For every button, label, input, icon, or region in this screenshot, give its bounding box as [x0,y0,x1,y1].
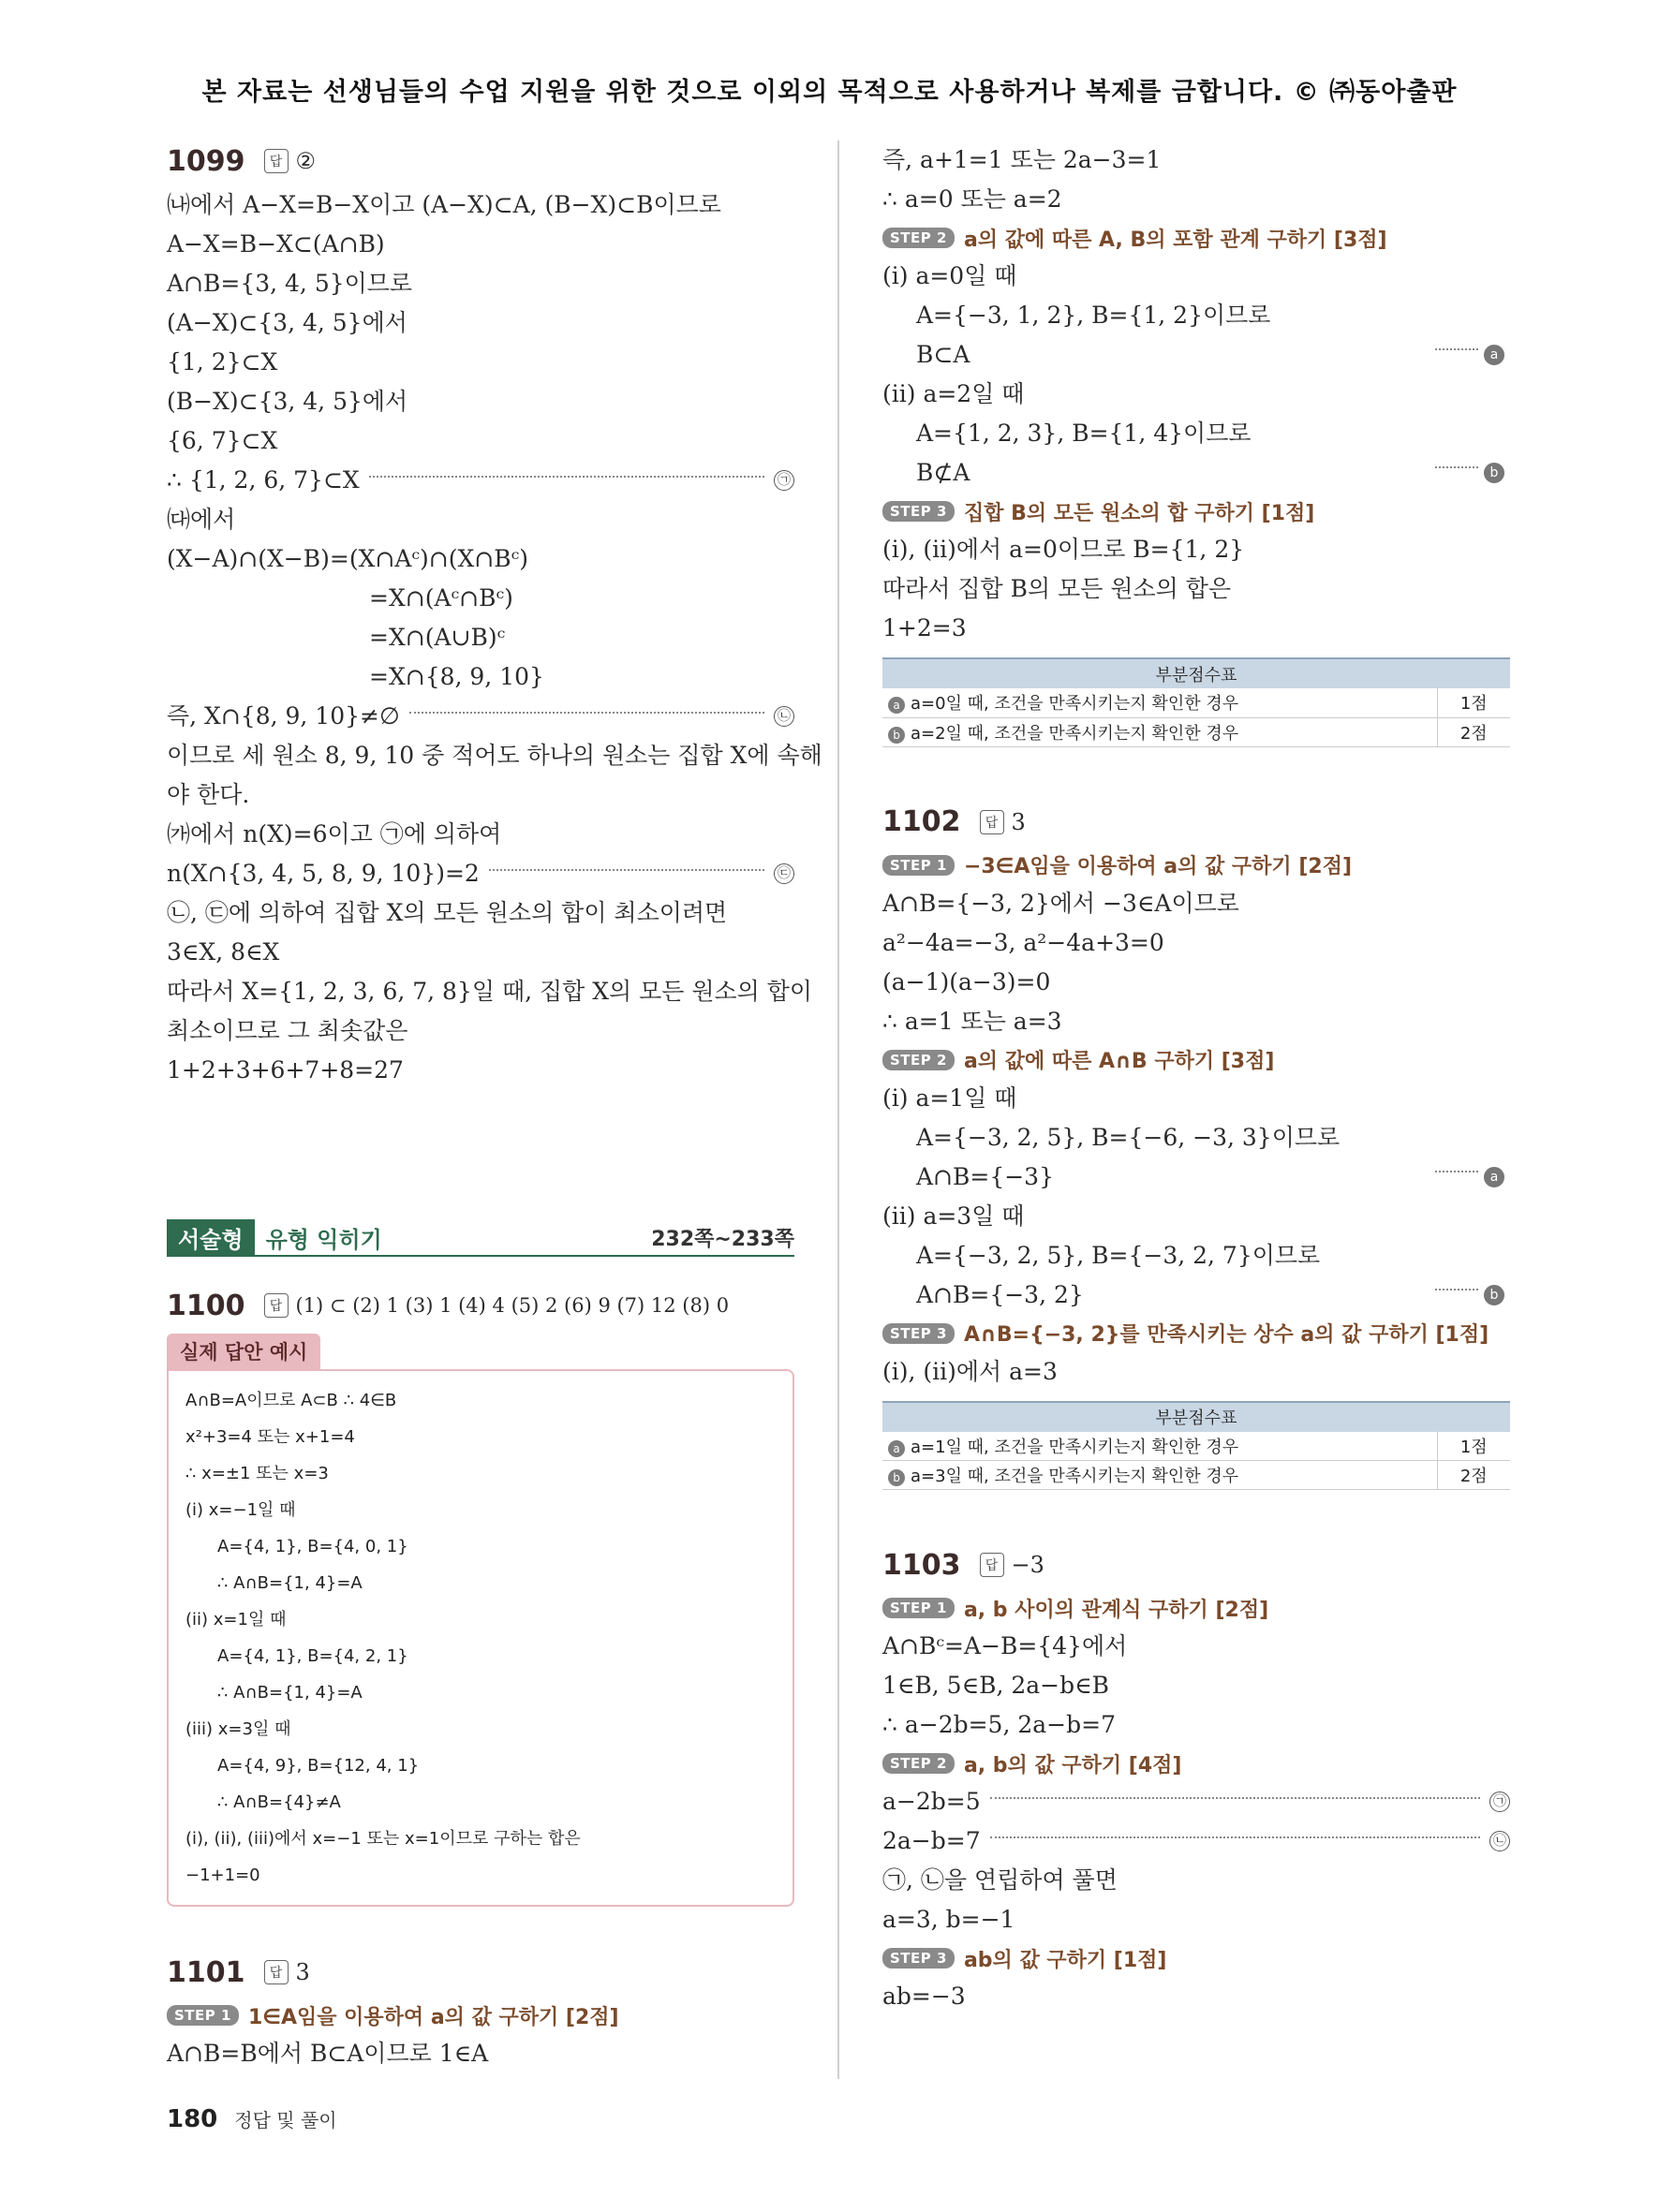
solution-line: (i), (ii)에서 a=3 [882,1357,1058,1385]
solution-line-marked [882,453,1510,493]
solution-line: 야 한다. [167,781,250,808]
criterion-text: a=2일 때, 조건을 만족시키는지 확인한 경우 [911,723,1239,744]
solution-line: {6, 7}⊂X [167,427,278,454]
solution-line: 따라서 X={1, 2, 3, 6, 7, 8}일 때, 집합 X의 모든 원소의 합이 [167,978,813,1005]
solution-line: 최소이므로 그 최솟값은 [167,1017,408,1044]
problem-1101-start [167,1952,794,2073]
step-heading [882,1041,1510,1079]
table-row [882,1461,1510,1490]
step-title: a의 값에 따른 A∩B 구하기 [3점] [963,1050,1275,1073]
step-badge: STEP 3 [882,1323,955,1344]
points-cell: 2점 [1437,717,1510,746]
solution-line: =X∩{8, 9, 10} [369,663,544,690]
column-divider [837,140,839,2079]
dotted-leader [1435,466,1478,468]
step-badge: STEP 2 [882,1050,955,1070]
handwritten-example-box [167,1369,794,1907]
answer-icon: 답 [980,810,1004,834]
answer-value: ② [295,148,317,174]
solution-line: A∩Bᶜ=A−B={4}에서 [882,1632,1128,1659]
solution-text: B⊄A [916,459,970,486]
table-row [882,688,1510,717]
copyright-notice: 본 자료는 선생님들의 수업 지원을 위한 것으로 이외의 목적으로 사용하거나 복제를 금합니다. © ㈜동아출판 [201,78,1458,107]
handwritten-line: A={4, 1}, B={4, 0, 1} [217,1537,408,1556]
table-cell [882,688,1437,717]
solution-line: ab=−3 [882,1983,966,2010]
score-marker-a-icon: a [888,1440,905,1457]
solution-line: ㈏에서 A−X=B−X이고 (A−X)⊂A, (B−X)⊂B이므로 [167,191,721,218]
step-badge: STEP 3 [882,501,955,522]
step-title: 1∈A임을 이용하여 a의 값 구하기 [2점] [247,2005,619,2029]
solution-text: n(X∩{3, 4, 5, 8, 9, 10})=2 [167,860,480,887]
table-header: 부분점수표 [882,658,1510,688]
problem-number: 1101 [167,1955,245,1989]
solution-line: {1, 2}⊂X [167,348,278,376]
example-label: 실제 답안 예시 [167,1334,320,1369]
step-badge: STEP 2 [882,1753,955,1774]
solution-line: ∴ a−2b=5, 2a−b=7 [882,1711,1116,1738]
solution-line: ㈎에서 n(X)=6이고 ㉠에 의하여 [167,820,502,848]
solution-line-marked [167,854,794,893]
criterion-text: a=1일 때, 조건을 만족시키는지 확인한 경우 [911,1437,1239,1457]
answer-icon: 답 [264,1960,289,1984]
problem-1099-header [167,140,794,182]
step-heading [882,1589,1510,1627]
solution-line: 1∈B, 5∈B, 2a−b∈B [882,1672,1109,1699]
handwritten-line: ∴ x=±1 또는 x=3 [185,1464,329,1483]
points-cell: 2점 [1437,1461,1510,1490]
score-marker [1435,1167,1504,1187]
solution-line-marked [882,335,1510,375]
points-cell: 1점 [1437,1432,1510,1461]
solution-line: ㉠, ㉡을 연립하여 풀면 [882,1866,1118,1894]
dotted-leader [1435,1289,1478,1290]
solution-line-marked [882,1276,1510,1315]
handwritten-line: A={4, 1}, B={4, 2, 1} [217,1646,408,1666]
solution-line: (ii) a=2일 때 [882,380,1025,407]
solution-line: (a−1)(a−3)=0 [882,967,1051,995]
score-marker-b-icon: b [888,727,905,744]
solution-line: ㈐에서 [167,506,236,533]
solution-line: A={1, 2, 3}, B={1, 4}이므로 [916,420,1252,447]
problem-1102-header [882,802,1510,843]
solution-line: 이므로 세 원소 8, 9, 10 중 적어도 하나의 원소는 집합 X에 속해 [167,742,822,769]
solution-line: ∴ a=0 또는 a=2 [882,185,1062,213]
step-heading [167,1997,794,2034]
table-cell [882,717,1437,746]
step-heading [882,1939,1510,1977]
step-heading [882,219,1510,257]
dotted-leader [489,869,764,871]
score-marker [1435,345,1504,365]
dotted-leader [409,712,764,714]
solution-line: A={−3, 1, 2}, B={1, 2}이므로 [916,302,1271,329]
step-badge: STEP 1 [882,855,955,876]
solution-text: a−2b=5 [882,1788,981,1815]
problem-1100-header [167,1285,794,1326]
step-badge: STEP 2 [882,228,955,248]
score-marker-a-icon: a [1484,1167,1504,1187]
answer-icon: 답 [980,1553,1004,1577]
section-header [167,1219,794,1257]
points-cell: 1점 [1437,688,1510,717]
solution-line: (i) a=1일 때 [882,1084,1017,1112]
step-heading [882,1745,1510,1782]
step-badge: STEP 3 [882,1948,955,1969]
circled-marker-icon: ㉢ [774,863,794,884]
answer-icon: 답 [264,149,289,173]
score-marker-b-icon: b [1484,463,1504,483]
solution-line: 즉, a+1=1 또는 2a−3=1 [882,146,1162,173]
circled-marker-icon: ㉠ [774,470,794,491]
handwritten-line: ∴ A∩B={1, 4}=A [217,1683,363,1703]
right-column [882,140,1510,2016]
table-row [882,717,1510,746]
solution-text: A∩B={−3, 2} [916,1280,1084,1308]
criterion-text: a=0일 때, 조건을 만족시키는지 확인한 경우 [911,694,1239,715]
handwritten-line: ∴ A∩B={1, 4}=A [217,1573,363,1593]
page-number: 180 [167,2105,218,2133]
solution-line-marked [882,1158,1510,1197]
solution-line: (i), (ii)에서 a=0이므로 B={1, 2} [882,536,1245,563]
handwritten-line: −1+1=0 [185,1865,260,1885]
page-footer [167,2105,337,2133]
solution-line-marked [167,697,794,736]
step-heading [882,493,1510,530]
solution-line: (ii) a=3일 때 [882,1202,1025,1230]
solution-text: ∴ {1, 2, 6, 7}⊂X [167,466,360,494]
solution-line: A={−3, 2, 5}, B={−6, −3, 3}이므로 [916,1123,1341,1151]
solution-line: 3∈X, 8∈X [167,938,280,966]
footer-label: 정답 및 풀이 [234,2109,337,2131]
step-badge: STEP 1 [167,2005,239,2026]
step-title: −3∈A임을 이용하여 a의 값 구하기 [2점] [963,855,1353,878]
step-title: a, b의 값 구하기 [4점] [963,1753,1182,1777]
score-marker-b-icon: b [1484,1285,1504,1305]
partial-score-table [882,657,1510,747]
answer-value: 3 [295,1959,310,1985]
handwritten-line: A={4, 9}, B={12, 4, 1} [217,1756,420,1776]
solution-line-marked [882,1782,1510,1821]
answer-value: −3 [1011,1552,1044,1578]
solution-line: a=3, b=−1 [882,1906,1015,1933]
answer-icon: 답 [264,1293,289,1318]
solution-line: ∴ a=1 또는 a=3 [882,1007,1062,1035]
solution-line: =X∩(A∪B)ᶜ [369,624,506,651]
dotted-leader [369,476,764,478]
dotted-leader [1435,1171,1478,1172]
solution-line-marked [167,461,794,500]
circled-marker-icon: ㉡ [1489,1831,1510,1851]
table-cell [882,1461,1437,1490]
section-pages: 232쪽~233쪽 [651,1227,794,1251]
handwritten-line: (ii) x=1일 때 [185,1610,287,1630]
score-marker [1435,1285,1504,1305]
solution-line: A∩B=B에서 B⊂A이므로 1∈A [167,2040,489,2067]
step-title: a, b 사이의 관계식 구하기 [2점] [963,1598,1269,1622]
solution-line: =X∩(Aᶜ∩Bᶜ) [369,584,513,612]
table-row [882,1432,1510,1461]
problem-number: 1102 [882,805,961,838]
handwritten-line: (i), (ii), (iii)에서 x=−1 또는 x=1이므로 구하는 합은 [185,1829,581,1849]
solution-line: a²−4a=−3, a²−4a+3=0 [882,928,1164,956]
solution-line: 1+2+3+6+7+8=27 [167,1056,404,1084]
section-tag: 서술형 [167,1219,255,1255]
solution-line: (i) a=0일 때 [882,262,1017,289]
dotted-leader [990,1797,1480,1799]
problem-1103-header [882,1544,1510,1585]
step-title: A∩B={−3, 2}를 만족시키는 상수 a의 값 구하기 [1점] [963,1323,1489,1347]
score-marker-a-icon: a [888,697,905,714]
handwritten-line: A∩B=A이므로 A⊂B ∴ 4∈B [185,1391,397,1410]
score-marker-b-icon: b [888,1469,905,1486]
solution-line: A∩B={−3, 2}에서 −3∈A이므로 [882,889,1239,917]
dotted-leader [1435,348,1478,350]
answer-value: 3 [1011,808,1026,835]
step-heading [882,1315,1510,1352]
table-cell [882,1432,1437,1461]
score-marker-a-icon: a [1484,345,1504,365]
score-marker [1435,463,1504,483]
problem-number: 1099 [167,144,245,178]
solution-line: (X−A)∩(X−B)=(X∩Aᶜ)∩(X∩Bᶜ) [167,545,529,572]
solution-line: A={−3, 2, 5}, B={−3, 2, 7}이므로 [916,1241,1321,1269]
partial-score-table [882,1401,1510,1491]
handwritten-line: (i) x=−1일 때 [185,1500,296,1520]
step-title: a의 값에 따른 A, B의 포함 관계 구하기 [3점] [963,228,1387,252]
section-title: 유형 익히기 [265,1226,382,1253]
solution-line: (B−X)⊂{3, 4, 5}에서 [167,388,408,415]
circled-marker-icon: ㉡ [774,706,794,727]
problem-1100 [167,1285,794,1907]
handwritten-line: (iii) x=3일 때 [185,1719,291,1739]
circled-marker-icon: ㉠ [1489,1792,1510,1812]
left-column [167,140,822,1090]
table-header: 부분점수표 [882,1402,1510,1432]
problem-number: 1103 [882,1548,961,1582]
step-title: ab의 값 구하기 [1점] [963,1948,1167,1972]
solution-text: B⊂A [916,341,970,368]
dotted-leader [990,1836,1480,1838]
solution-text: A∩B={−3} [916,1162,1054,1190]
step-heading [882,847,1510,884]
handwritten-line: x²+3=4 또는 x+1=4 [185,1427,355,1447]
solution-line: A−X=B−X⊂(A∩B) [167,230,385,258]
solution-text: 즉, X∩{8, 9, 10}≠∅ [167,702,400,730]
solution-text: 2a−b=7 [882,1827,981,1854]
solution-line: 1+2=3 [882,614,967,641]
solution-line: A∩B={3, 4, 5}이므로 [167,270,413,297]
solution-line: (A−X)⊂{3, 4, 5}에서 [167,309,407,336]
problem-number: 1100 [167,1289,245,1322]
solution-line: ㉡, ㉢에 의하여 집합 X의 모든 원소의 합이 최소이려면 [167,899,728,926]
handwritten-line: ∴ A∩B={4}≠A [217,1792,341,1812]
solution-line-marked [882,1821,1510,1861]
solution-line: 따라서 집합 B의 모든 원소의 합은 [882,575,1232,602]
criterion-text: a=3일 때, 조건을 만족시키는지 확인한 경우 [911,1467,1239,1486]
answer-value: (1) ⊂ (2) 1 (3) 1 (4) 4 (5) 2 (6) 9 (7) 12 (8) 0 [295,1294,730,1317]
step-badge: STEP 1 [882,1598,955,1618]
problem-1101-header [167,1952,794,1993]
step-title: 집합 B의 모든 원소의 합 구하기 [1점] [963,501,1315,525]
